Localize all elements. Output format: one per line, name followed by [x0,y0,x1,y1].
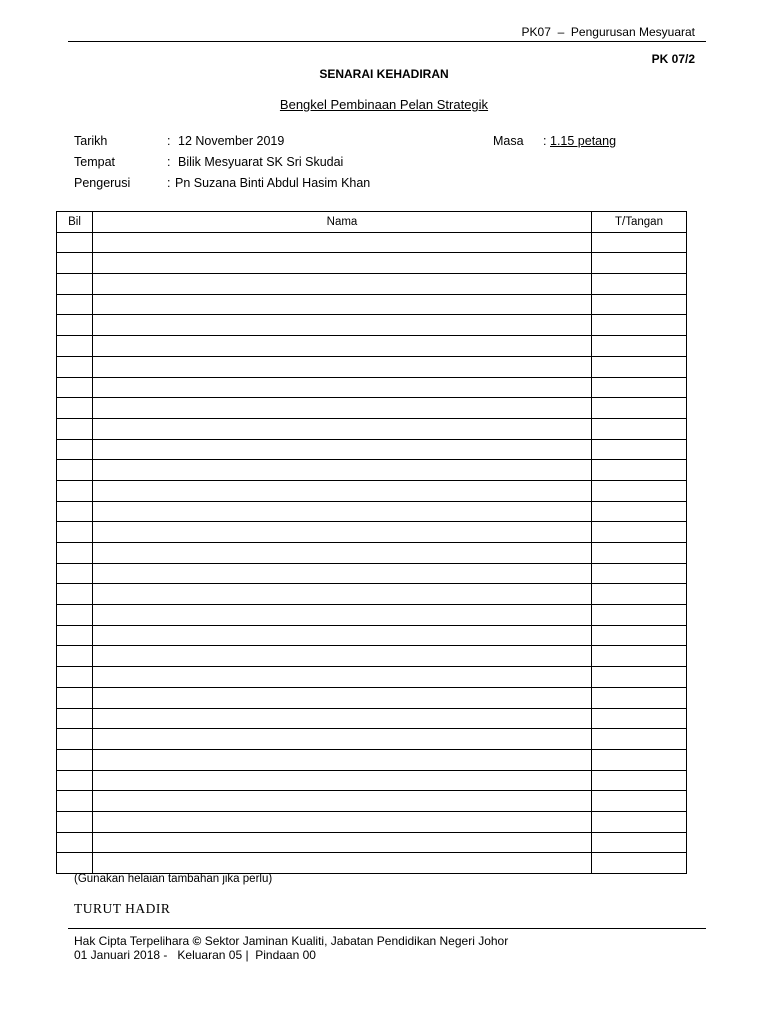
table-row [57,811,687,832]
cell-nama[interactable] [93,853,592,874]
cell-tandatangan[interactable] [592,646,687,667]
cell-tandatangan[interactable] [592,770,687,791]
cell-tandatangan[interactable] [592,439,687,460]
cell-tandatangan[interactable] [592,625,687,646]
cell-nama[interactable] [93,356,592,377]
cell-tandatangan[interactable] [592,356,687,377]
table-row [57,294,687,315]
copyright-icon: © [192,934,202,948]
cell-nama[interactable] [93,811,592,832]
cell-nama[interactable] [93,667,592,688]
cell-bil[interactable] [57,439,93,460]
table-row [57,667,687,688]
date-label: Tarikh [74,134,108,148]
cell-bil[interactable] [57,853,93,874]
column-header-nama: Nama [93,212,592,233]
table-row [57,398,687,419]
date-value: 12 November 2019 [178,134,285,148]
cell-tandatangan[interactable] [592,708,687,729]
cell-nama[interactable] [93,584,592,605]
footer-copyright [74,934,508,948]
table-row [57,232,687,253]
cell-bil[interactable] [57,729,93,750]
table-row [57,274,687,295]
table-note: (Gunakan helaian tambahan jika perlu) [74,873,273,885]
cell-bil[interactable] [57,274,93,295]
cell-tandatangan[interactable] [592,315,687,336]
cell-nama[interactable] [93,791,592,812]
cell-bil[interactable] [57,315,93,336]
cell-nama[interactable] [93,336,592,357]
cell-nama[interactable] [93,770,592,791]
cell-bil[interactable] [57,501,93,522]
cell-nama[interactable] [93,253,592,274]
cell-nama[interactable] [93,563,592,584]
cell-tandatangan[interactable] [592,377,687,398]
cell-bil[interactable] [57,356,93,377]
cell-tandatangan[interactable] [592,832,687,853]
cell-nama[interactable] [93,708,592,729]
attendance-table [56,211,687,874]
cell-tandatangan[interactable] [592,749,687,770]
table-row [57,522,687,543]
cell-nama[interactable] [93,460,592,481]
cell-bil[interactable] [57,811,93,832]
cell-nama[interactable] [93,377,592,398]
cell-bil[interactable] [57,770,93,791]
time-colon: : [543,134,547,148]
table-row [57,460,687,481]
date-colon: : [167,134,171,148]
table-row [57,853,687,874]
table-row [57,501,687,522]
cell-tandatangan[interactable] [592,543,687,564]
cell-bil[interactable] [57,480,93,501]
cell-nama[interactable] [93,398,592,419]
table-header-row [57,212,687,233]
cell-tandatangan[interactable] [592,729,687,750]
cell-tandatangan[interactable] [592,584,687,605]
document-header [400,25,695,39]
cell-nama[interactable] [93,522,592,543]
cell-nama[interactable] [93,501,592,522]
cell-bil[interactable] [57,832,93,853]
cell-tandatangan[interactable] [592,563,687,584]
form-code: PK 07/2 [651,52,695,66]
table-row [57,832,687,853]
cell-nama[interactable] [93,439,592,460]
cell-nama[interactable] [93,832,592,853]
cell-bil[interactable] [57,418,93,439]
turut-hadir-heading: TURUT HADIR [74,901,171,916]
page-title: SENARAI KEHADIRAN [319,67,449,81]
footer-divider [68,928,706,929]
chair-label: Pengerusi [74,176,131,190]
table-row [57,543,687,564]
cell-nama[interactable] [93,687,592,708]
header-module: Pengurusan Mesyuarat [570,25,695,39]
cell-bil[interactable] [57,791,93,812]
table-row [57,646,687,667]
cell-bil[interactable] [57,294,93,315]
cell-nama[interactable] [93,646,592,667]
cell-tandatangan[interactable] [592,667,687,688]
cell-tandatangan[interactable] [592,460,687,481]
cell-tandatangan[interactable] [592,232,687,253]
cell-bil[interactable] [57,749,93,770]
header-dash: – [557,25,565,39]
header-code: PK07 [521,25,551,39]
cell-bil[interactable] [57,398,93,419]
cell-nama[interactable] [93,625,592,646]
header-divider [68,41,706,42]
cell-tandatangan[interactable] [592,811,687,832]
cell-nama[interactable] [93,480,592,501]
table-row [57,584,687,605]
table-row [57,315,687,336]
footer-copyright-text: Hak Cipta Terpelihara [74,934,190,948]
table-row [57,377,687,398]
cell-bil[interactable] [57,625,93,646]
place-label: Tempat [74,155,115,169]
cell-bil[interactable] [57,336,93,357]
cell-tandatangan[interactable] [592,605,687,626]
cell-tandatangan[interactable] [592,398,687,419]
cell-bil[interactable] [57,377,93,398]
subtitle-text: Bengkel Pembinaan Pelan Strategik [279,97,489,112]
table-row [57,791,687,812]
table-row [57,563,687,584]
cell-nama[interactable] [93,543,592,564]
cell-tandatangan[interactable] [592,480,687,501]
cell-nama[interactable] [93,729,592,750]
cell-bil[interactable] [57,522,93,543]
table-row [57,770,687,791]
table-row [57,418,687,439]
cell-nama[interactable] [93,274,592,295]
table-row [57,253,687,274]
cell-bil[interactable] [57,667,93,688]
table-row [57,336,687,357]
column-header-bil: Bil [57,212,93,233]
cell-bil[interactable] [57,584,93,605]
cell-nama[interactable] [93,315,592,336]
cell-tandatangan[interactable] [592,687,687,708]
table-row [57,729,687,750]
cell-tandatangan[interactable] [592,853,687,874]
cell-tandatangan[interactable] [592,501,687,522]
cell-nama[interactable] [93,418,592,439]
cell-tandatangan[interactable] [592,253,687,274]
column-header-tandatangan: T/Tangan [592,212,687,233]
table-row [57,749,687,770]
cell-bil[interactable] [57,708,93,729]
table-row [57,625,687,646]
place-value: Bilik Mesyuarat SK Sri Skudai [178,155,344,169]
cell-nama[interactable] [93,294,592,315]
footer-version: 01 Januari 2018 - Keluaran 05 | Pindaan 00 [74,948,316,962]
cell-bil[interactable] [57,253,93,274]
table-row [57,356,687,377]
cell-bil[interactable] [57,232,93,253]
cell-tandatangan[interactable] [592,418,687,439]
cell-bil[interactable] [57,563,93,584]
cell-bil[interactable] [57,543,93,564]
cell-tandatangan[interactable] [592,522,687,543]
attendance-table-body [57,232,687,873]
time-label: Masa [493,134,524,148]
cell-nama[interactable] [93,605,592,626]
cell-tandatangan[interactable] [592,336,687,357]
page-subtitle [0,97,768,112]
cell-tandatangan[interactable] [592,294,687,315]
footer-org-text: Sektor Jaminan Kualiti, Jabatan Pendidikan Negeri Johor [204,934,509,948]
table-row [57,439,687,460]
place-colon: : [167,155,171,169]
table-row [57,687,687,708]
table-row [57,708,687,729]
cell-bil[interactable] [57,460,93,481]
cell-nama[interactable] [93,749,592,770]
table-row [57,605,687,626]
cell-bil[interactable] [57,687,93,708]
cell-nama[interactable] [93,232,592,253]
cell-tandatangan[interactable] [592,274,687,295]
table-row [57,480,687,501]
chair-colon: : [167,176,171,190]
cell-bil[interactable] [57,646,93,667]
cell-tandatangan[interactable] [592,791,687,812]
time-value: 1.15 petang [550,134,617,148]
cell-bil[interactable] [57,605,93,626]
chair-value: Pn Suzana Binti Abdul Hasim Khan [175,176,371,190]
